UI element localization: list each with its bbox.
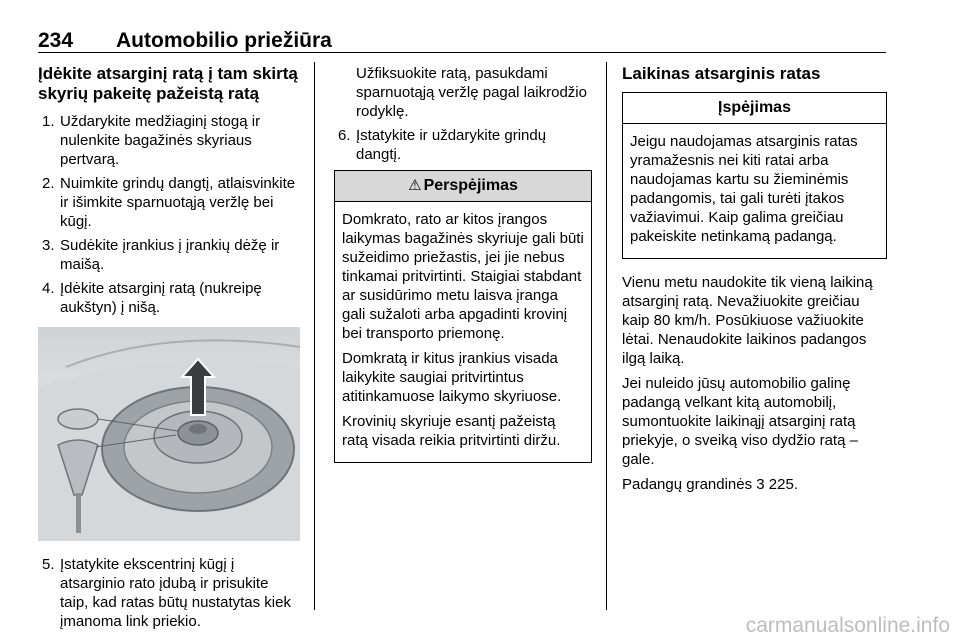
step-continuation: Užfiksuokite ratą, pasukdami sparnuotąją veržlę pagal laikrodžio rodyklę.: [356, 65, 587, 120]
steps-list-middle: [334, 126, 592, 164]
warning-paragraph: Domkratą ir kitus įrankius visada laikykite saugiai pritvirtintus atitinkamuose laikymo skyriuose.: [342, 350, 562, 405]
warning-box-body: [335, 202, 591, 462]
cross-reference: [622, 475, 887, 494]
warning-paragraph: Domkrato, rato ar kitos įrangos laikymas bagažinės skyriuje gali būti sužeidimo priežastis, jei jie nebus tinkamai pritvirtinti. Staigiai stabdant ar susidūrimo metu laisva įranga gali sužaloti arba apgadinti krovinį bei transporto priemonę.: [342, 211, 584, 342]
column-divider: [314, 62, 315, 610]
step-item: 3. Sudėkite įrankius į įrankių dėžę ir maišą.: [42, 237, 280, 273]
caution-box-header: Įspėjimas: [623, 93, 886, 124]
page-number: 234: [38, 29, 74, 52]
steps-list: [38, 112, 300, 317]
caution-box: [622, 92, 887, 259]
steps-list-continued: [38, 555, 300, 631]
column-left: [38, 64, 300, 636]
column-right: [622, 64, 887, 500]
spare-wheel-illustration: [38, 327, 300, 541]
warning-box: [334, 170, 592, 463]
caution-box-body: [623, 124, 886, 258]
step-item: 2. Nuimkite grindų dangtį, atlaisvinkite ir išimkite sparnuotąją veržlę bei kūgį.: [42, 175, 296, 230]
reference-page: 225.: [768, 476, 798, 493]
body-paragraph: Vienu metu naudokite tik vieną laikiną atsarginį ratą. Nevažiuokite greičiau kaip 80 km/h. Posūkiuose važiuokite lėtai. Nenaudokite laikinos padangos ilgą laiką.: [622, 274, 873, 367]
watermark: carmanualsonline.info: [745, 614, 950, 637]
step-item: 5. Įstatykite ekscentrinį kūgį į atsarginio rato įdubą ir prisukite taip, kad ratas būtų nustatytas kiek įmanoma link priekio.: [42, 556, 291, 630]
warning-triangle-icon: ⚠: [408, 177, 422, 194]
chapter-title: Automobilio priežiūra: [116, 29, 332, 52]
page-header: [38, 30, 886, 53]
warning-title: Perspėjimas: [423, 177, 518, 194]
warning-box-header: [335, 171, 591, 202]
step-item: 1. Uždarykite medžiaginį stogą ir nulenkite bagažinės skyriaus pertvarą.: [42, 113, 261, 168]
reference-text: Padangų grandinės: [622, 476, 753, 493]
section-heading-spare-wheel-stow: Įdėkite atsarginį ratą į tam skirtą skyrių pakeitę pažeistą ratą: [38, 64, 298, 103]
warning-paragraph: Krovinių skyriuje esantį pažeistą ratą visada reikia pritvirtinti diržu.: [342, 413, 561, 449]
caution-paragraph: Jeigu naudojamas atsarginis ratas yramažesnis nei kiti ratai arba naudojamas kartu su žieminėmis padangomis, tai gali turėti įtakos važiavimui. Kaip galima greičiau pakeiskite netinkamą padangą.: [630, 133, 858, 245]
section-heading-temporary-spare: Laikinas atsarginis ratas: [622, 64, 821, 83]
column-middle: [334, 64, 592, 463]
body-paragraph: Jei nuleido jūsų automobilio galinę padangą velkant kitą automobilį, sumontuokite laikinąjį atsarginį ratą priekyje, o sveiką viso dydžio ratą – gale.: [622, 375, 858, 468]
column-divider: [606, 62, 607, 610]
step-item: 6. Įstatykite ir uždarykite grindų dangtį.: [338, 127, 547, 163]
page-reference-glyph: 3: [756, 476, 765, 493]
step-item: 4. Įdėkite atsarginį ratą (nukreipę aukštyn) į nišą.: [42, 280, 262, 316]
spare-wheel-drawing: [38, 327, 300, 541]
